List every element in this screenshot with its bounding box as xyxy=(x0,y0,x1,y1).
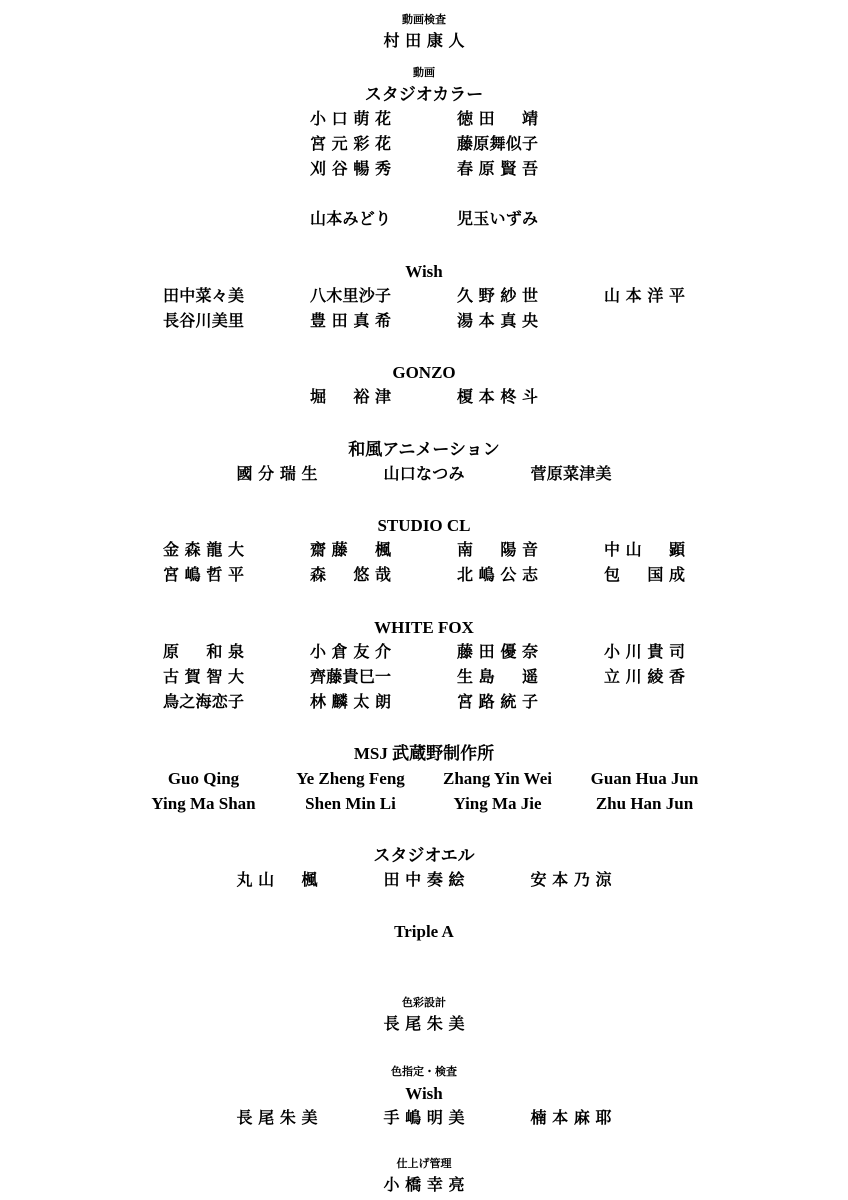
crew-name: Ying Ma Shan xyxy=(151,794,256,813)
crew-name: Zhang Yin Wei xyxy=(443,769,552,788)
crew-name-cell xyxy=(163,766,244,791)
studio-name: 和風アニメーション xyxy=(348,439,500,459)
crew-name: 田中奏絵 xyxy=(383,871,465,889)
crew-name: 小口萌花 xyxy=(310,111,391,128)
crew-name: 國分瑞生 xyxy=(236,465,318,483)
crew-name-cell xyxy=(305,791,396,816)
studio-name: MSJ 武蔵野制作所 xyxy=(353,744,495,763)
name-list xyxy=(0,29,848,54)
section-body xyxy=(0,1173,848,1198)
crew-name: 鳥之海恋子 xyxy=(163,693,244,711)
crew-name: 北嶋公志 xyxy=(457,567,538,584)
crew-name: 八木里沙子 xyxy=(310,287,391,305)
crew-name: 齋藤 楓 xyxy=(310,542,391,559)
name-list xyxy=(0,766,848,816)
name-list xyxy=(0,640,848,715)
role-title: 動画検査 xyxy=(402,14,446,26)
crew-name: 宮元彩花 xyxy=(310,136,391,153)
studio-name: スタジオカラー xyxy=(364,85,484,104)
crew-name: 榎本柊斗 xyxy=(457,389,538,406)
crew-name: 宮路統子 xyxy=(457,693,538,711)
studio-block xyxy=(0,741,848,816)
crew-name: Guo Qing xyxy=(167,769,240,788)
color-design-section xyxy=(0,994,848,1037)
crew-name: 徳田 靖 xyxy=(457,111,538,128)
studio-name: Triple A xyxy=(394,922,454,941)
studio-name: GONZO xyxy=(392,363,456,382)
studio-block xyxy=(0,259,848,334)
crew-name: 金森龍大 xyxy=(163,542,244,559)
crew-name: 林麟太朗 xyxy=(310,693,391,711)
crew-name: 原 和泉 xyxy=(163,643,244,661)
crew-name: 古賀智大 xyxy=(163,668,244,686)
crew-name: 中山 顕 xyxy=(604,542,685,559)
inbetween-animation-section xyxy=(0,64,848,944)
name-list xyxy=(0,868,848,893)
name-list xyxy=(0,1012,848,1037)
crew-name: 山本洋平 xyxy=(604,287,685,305)
crew-name: 森 悠哉 xyxy=(310,567,391,584)
crew-name: Ye Zheng Feng xyxy=(296,769,405,788)
crew-name: 南 陽音 xyxy=(457,542,538,559)
crew-name-cell xyxy=(296,766,405,791)
crew-name: 堀 裕津 xyxy=(310,389,391,406)
crew-name-cell xyxy=(151,791,256,816)
crew-name: 刈谷暢秀 xyxy=(310,161,391,178)
section-body xyxy=(0,1012,848,1037)
crew-name: 齊藤貴巳一 xyxy=(310,668,391,686)
crew-name: 小倉友介 xyxy=(310,643,391,661)
name-list xyxy=(0,1106,848,1131)
section-body xyxy=(0,29,848,54)
studio-name: WHITE FOX xyxy=(374,617,474,637)
finish-management-section xyxy=(0,1155,848,1198)
crew-name: 春原賢吾 xyxy=(457,161,538,178)
crew-name: Zhu Han Jun xyxy=(595,794,694,813)
crew-name: 藤原舞似子 xyxy=(457,136,538,153)
section-body xyxy=(0,1081,848,1131)
color-specification-check-section xyxy=(0,1063,848,1131)
crew-name: Ying Ma Jie xyxy=(453,794,542,813)
crew-name-cell xyxy=(590,766,699,791)
name-list xyxy=(0,538,848,588)
name-list xyxy=(0,385,848,410)
crew-name: 村田康人 xyxy=(383,33,465,50)
crew-name: 丸山 楓 xyxy=(236,871,318,889)
crew-name: 久野紗世 xyxy=(457,287,538,305)
role-title: 仕上げ管理 xyxy=(396,1158,452,1170)
crew-name: 長谷川美里 xyxy=(163,312,244,330)
name-list xyxy=(0,1173,848,1198)
section-body xyxy=(0,82,848,944)
crew-name: 楠本麻耶 xyxy=(530,1110,612,1127)
crew-name: 包 国成 xyxy=(604,567,685,584)
studio-block xyxy=(0,437,848,487)
crew-name-cell xyxy=(453,791,542,816)
crew-name: 田中菜々美 xyxy=(163,287,244,305)
crew-name: 湯本真央 xyxy=(457,312,538,330)
crew-name-cell xyxy=(443,766,552,791)
crew-name: 生島 遥 xyxy=(457,668,538,686)
crew-name: 山本みどり xyxy=(310,211,391,228)
studio-block xyxy=(0,82,848,232)
studio-block xyxy=(0,513,848,588)
crew-name: Shen Min Li xyxy=(305,794,396,813)
crew-name: 小橋幸亮 xyxy=(383,1177,465,1194)
crew-name: 山口なつみ xyxy=(383,465,465,483)
studio-name: STUDIO CL xyxy=(377,516,471,535)
crew-name: 菅原菜津美 xyxy=(530,465,612,483)
crew-name: 児玉いずみ xyxy=(457,211,538,228)
role-title: 色彩設計 xyxy=(402,997,446,1009)
crew-name: 手嶋明美 xyxy=(383,1110,465,1127)
studio-block xyxy=(0,615,848,715)
name-list xyxy=(0,107,848,232)
crew-name: 長尾朱美 xyxy=(236,1110,318,1127)
crew-name: 宮嶋哲平 xyxy=(163,567,244,584)
name-list xyxy=(0,284,848,334)
inbetween-check-section xyxy=(0,11,848,54)
role-title: 動画 xyxy=(413,67,435,79)
role-title: 色指定・検査 xyxy=(391,1066,457,1078)
crew-name: 立川綾香 xyxy=(604,668,685,686)
crew-name: 安本乃涼 xyxy=(530,871,612,889)
crew-name: 長尾朱美 xyxy=(383,1016,465,1033)
studio-block xyxy=(0,919,848,944)
studio-name: スタジオエル xyxy=(373,845,475,865)
studio-name: Wish xyxy=(405,261,443,281)
studio-block xyxy=(0,360,848,410)
crew-name: 豊田真希 xyxy=(310,312,391,330)
studio-name: Wish xyxy=(405,1084,443,1103)
name-list xyxy=(0,462,848,487)
studio-block xyxy=(0,843,848,893)
crew-name: 小川貴司 xyxy=(604,643,685,661)
crew-name: Guan Hua Jun xyxy=(590,769,699,788)
crew-name-cell xyxy=(595,791,694,816)
crew-name: 藤田優奈 xyxy=(457,643,538,661)
studio-block xyxy=(0,1081,848,1131)
